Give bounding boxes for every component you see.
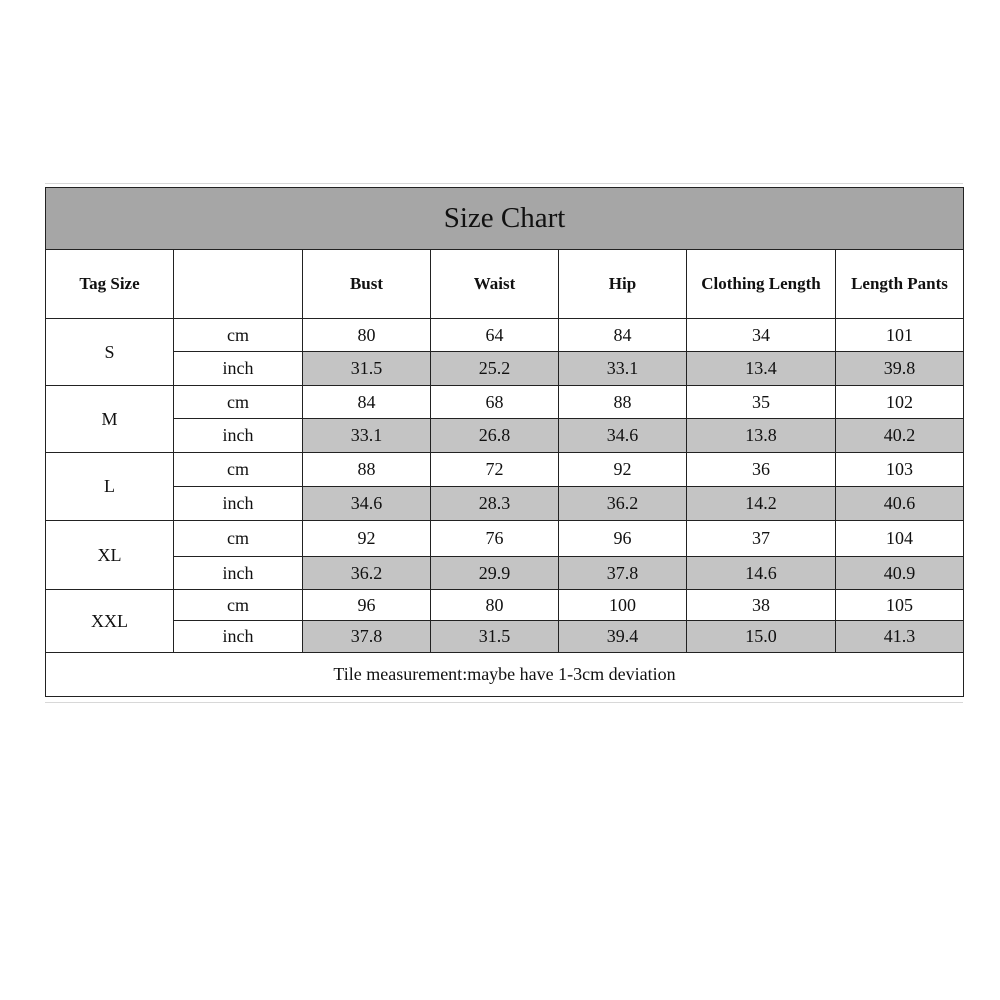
waist-cell: 31.5 bbox=[431, 621, 559, 653]
clothing-length-cell: 34 bbox=[687, 319, 836, 352]
table-row bbox=[46, 621, 964, 653]
unit-cell: inch bbox=[174, 419, 303, 453]
size-chart-table bbox=[45, 187, 964, 697]
length-pants-cell: 102 bbox=[836, 386, 964, 419]
clothing-length-cell: 37 bbox=[687, 521, 836, 557]
unit-cell: cm bbox=[174, 453, 303, 487]
header-length-pants: Length Pants bbox=[836, 250, 964, 319]
length-pants-cell: 101 bbox=[836, 319, 964, 352]
waist-cell: 72 bbox=[431, 453, 559, 487]
bust-cell: 84 bbox=[303, 386, 431, 419]
hip-cell: 92 bbox=[559, 453, 687, 487]
length-pants-cell: 41.3 bbox=[836, 621, 964, 653]
header-hip: Hip bbox=[559, 250, 687, 319]
clothing-length-cell: 36 bbox=[687, 453, 836, 487]
unit-cell: cm bbox=[174, 319, 303, 352]
table-row bbox=[46, 521, 964, 557]
bust-cell: 96 bbox=[303, 590, 431, 621]
unit-cell: inch bbox=[174, 557, 303, 590]
waist-cell: 28.3 bbox=[431, 487, 559, 521]
unit-cell: inch bbox=[174, 487, 303, 521]
size-label-m: M bbox=[46, 386, 174, 453]
table-row bbox=[46, 557, 964, 590]
bust-cell: 37.8 bbox=[303, 621, 431, 653]
clothing-length-cell: 13.8 bbox=[687, 419, 836, 453]
clothing-length-cell: 14.2 bbox=[687, 487, 836, 521]
header-unit bbox=[174, 250, 303, 319]
hip-cell: 84 bbox=[559, 319, 687, 352]
table-row bbox=[46, 590, 964, 621]
hip-cell: 37.8 bbox=[559, 557, 687, 590]
clothing-length-cell: 14.6 bbox=[687, 557, 836, 590]
table-row bbox=[46, 487, 964, 521]
hip-cell: 88 bbox=[559, 386, 687, 419]
table-row bbox=[46, 419, 964, 453]
length-pants-cell: 105 bbox=[836, 590, 964, 621]
bust-cell: 34.6 bbox=[303, 487, 431, 521]
waist-cell: 68 bbox=[431, 386, 559, 419]
waist-cell: 80 bbox=[431, 590, 559, 621]
unit-cell: inch bbox=[174, 352, 303, 386]
bust-cell: 36.2 bbox=[303, 557, 431, 590]
header-row bbox=[46, 250, 964, 319]
size-chart-container bbox=[45, 187, 964, 697]
table-row bbox=[46, 319, 964, 352]
bust-cell: 92 bbox=[303, 521, 431, 557]
header-bust: Bust bbox=[303, 250, 431, 319]
table-row bbox=[46, 386, 964, 419]
table-row bbox=[46, 352, 964, 386]
table-row bbox=[46, 453, 964, 487]
length-pants-cell: 40.2 bbox=[836, 419, 964, 453]
unit-cell: cm bbox=[174, 386, 303, 419]
hip-cell: 39.4 bbox=[559, 621, 687, 653]
unit-cell: cm bbox=[174, 521, 303, 557]
waist-cell: 64 bbox=[431, 319, 559, 352]
length-pants-cell: 40.9 bbox=[836, 557, 964, 590]
length-pants-cell: 39.8 bbox=[836, 352, 964, 386]
unit-cell: cm bbox=[174, 590, 303, 621]
size-label-xxl: XXL bbox=[46, 590, 174, 653]
hip-cell: 100 bbox=[559, 590, 687, 621]
bust-cell: 80 bbox=[303, 319, 431, 352]
hip-cell: 33.1 bbox=[559, 352, 687, 386]
header-clothing-length: Clothing Length bbox=[687, 250, 836, 319]
header-waist: Waist bbox=[431, 250, 559, 319]
hip-cell: 34.6 bbox=[559, 419, 687, 453]
waist-cell: 25.2 bbox=[431, 352, 559, 386]
size-label-s: S bbox=[46, 319, 174, 386]
waist-cell: 76 bbox=[431, 521, 559, 557]
size-chart-title: Size Chart bbox=[46, 188, 964, 250]
clothing-length-cell: 35 bbox=[687, 386, 836, 419]
measurement-note: Tile measurement:maybe have 1-3cm deviation bbox=[46, 653, 964, 697]
length-pants-cell: 103 bbox=[836, 453, 964, 487]
clothing-length-cell: 38 bbox=[687, 590, 836, 621]
waist-cell: 29.9 bbox=[431, 557, 559, 590]
hip-cell: 36.2 bbox=[559, 487, 687, 521]
clothing-length-cell: 13.4 bbox=[687, 352, 836, 386]
waist-cell: 26.8 bbox=[431, 419, 559, 453]
header-tag-size: Tag Size bbox=[46, 250, 174, 319]
hip-cell: 96 bbox=[559, 521, 687, 557]
clothing-length-cell: 15.0 bbox=[687, 621, 836, 653]
unit-cell: inch bbox=[174, 621, 303, 653]
size-label-xl: XL bbox=[46, 521, 174, 590]
bust-cell: 33.1 bbox=[303, 419, 431, 453]
length-pants-cell: 104 bbox=[836, 521, 964, 557]
sheet-guide-bottom bbox=[45, 702, 963, 703]
size-label-l: L bbox=[46, 453, 174, 521]
sheet-guide-top bbox=[45, 183, 963, 184]
bust-cell: 88 bbox=[303, 453, 431, 487]
length-pants-cell: 40.6 bbox=[836, 487, 964, 521]
bust-cell: 31.5 bbox=[303, 352, 431, 386]
